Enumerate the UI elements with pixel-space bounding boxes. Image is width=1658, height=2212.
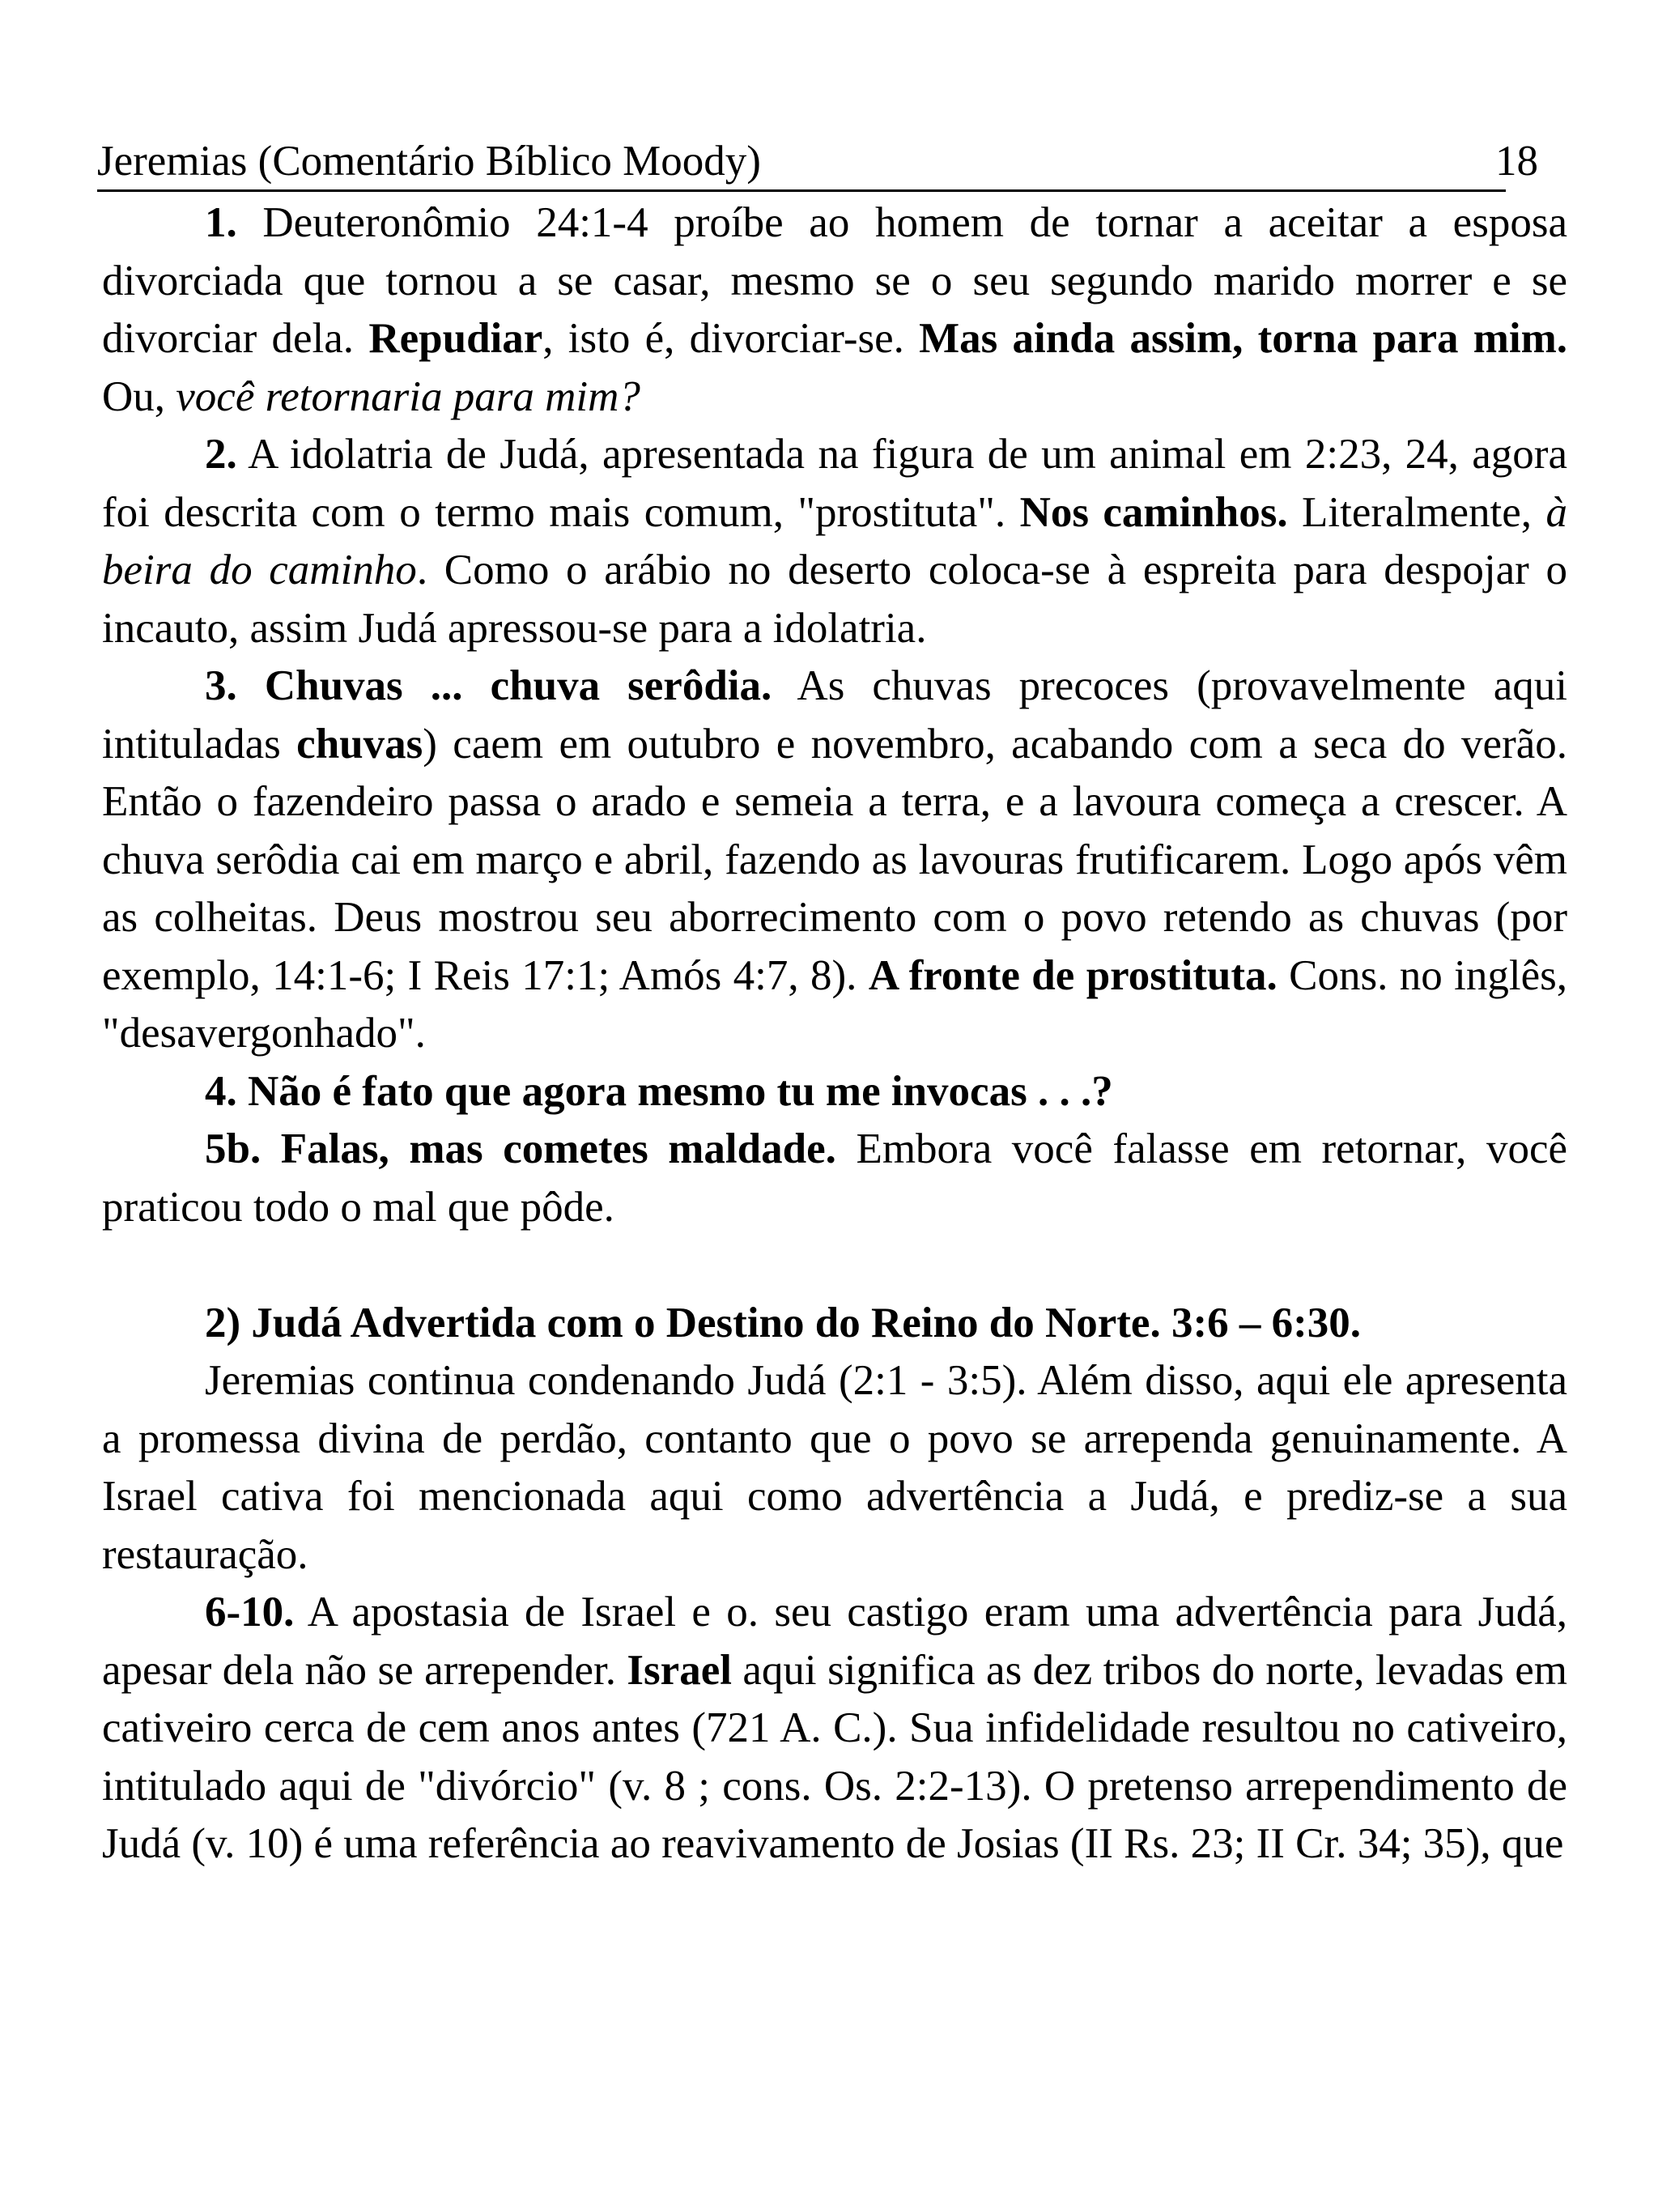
bold-text: 1. <box>205 199 237 246</box>
paragraph <box>102 426 1567 657</box>
paragraph <box>102 1295 1567 1353</box>
paragraph <box>102 1063 1567 1121</box>
text-run: Jeremias continua condenando Judá (2:1 - 3:5). Além disso, aqui ele apresenta a promessa divina de perdão, contanto que o povo se arrependa genuinamente. A Israel cativa foi mencionada aqui como advertência a Judá, e prediz-se a sua restauração. <box>102 1357 1567 1578</box>
text-run: A apostasia de Israel e o. seu castigo eram uma advertência para Judá, apesar dela não se arrepender. <box>102 1589 1567 1694</box>
text-run: , isto é, divorciar-se. <box>542 315 920 362</box>
paragraph <box>102 194 1567 426</box>
bold-text: 5b. Falas, mas cometes maldade. <box>205 1125 836 1172</box>
paragraph <box>102 1121 1567 1236</box>
bold-text: 2. <box>205 431 237 478</box>
page-header <box>97 133 1538 192</box>
paragraph <box>102 657 1567 1063</box>
blank-line <box>102 1236 1567 1295</box>
text-run: Ou, <box>102 372 176 420</box>
bold-text: 4. Não é fato que agora mesmo tu me invocas . . .? <box>205 1067 1113 1115</box>
bold-text: 6-10. <box>205 1589 295 1636</box>
body-text <box>102 194 1567 1874</box>
text-run: . Como o arábio no deserto coloca-se à espreita para despojar o incauto, assim Judá apressou-se para a idolatria. <box>102 547 1567 652</box>
text-run: Cons. no inglês, "desavergonhado". <box>102 951 1567 1057</box>
text-run: Deuteronômio 24:1-4 proíbe ao homem de tornar a aceitar a esposa divorciada que tornou a se casar, mesmo se o seu segundo marido morrer e se divorciar dela. <box>102 199 1567 362</box>
bold-text: Israel <box>627 1646 732 1694</box>
header-title: Jeremias (Comentário Bíblico Moody) <box>97 138 761 185</box>
bold-text: Mas ainda assim, torna para mim. <box>919 315 1567 362</box>
bold-text: Nos caminhos. <box>1019 488 1288 536</box>
text-run: aqui significa as dez tribos do norte, levadas em cativeiro cerca de cem anos antes (721 A. C.). Sua infidelidade resultou no cativeiro, intitulado aqui de "divórcio" (v. 8 ; cons. Os. 2:2-13). O pretenso arrependimento de Judá (v. 10) é uma referência ao reavivamento de Josias (II Rs. 23; II Cr. 34; 35), que <box>102 1646 1567 1867</box>
page-number: 18 <box>1495 138 1538 185</box>
text-run: Literalmente, <box>1287 488 1546 536</box>
bold-text: A fronte de prostituta. <box>868 951 1278 999</box>
italic-text: você retornaria para mim? <box>176 372 640 420</box>
bold-text: chuvas <box>296 720 423 768</box>
paragraph <box>102 1352 1567 1584</box>
bold-text: Repudiar <box>368 315 543 362</box>
italic-text: à beira do caminho <box>102 488 1567 593</box>
bold-text: 3. Chuvas ... chuva serôdia. <box>205 662 772 709</box>
text-run: ) caem em outubro e novembro, acabando com a seca do verão. Então o fazendeiro passa o arado e semeia a terra, e a lavoura começa a crescer. A chuva serôdia cai em março e abril, fazendo as lavouras frutificarem. Logo após vêm as colheitas. Deus mostrou seu aborrecimento com o povo retendo as chuvas (por exemplo, 14:1-6; I Reis 17:1; Amós 4:7, 8). <box>102 720 1567 999</box>
text-run: Embora você falasse em retornar, você praticou todo o mal que pôde. <box>102 1125 1567 1231</box>
text-run: A idolatria de Judá, apresentada na figura de um animal em 2:23, 24, agora foi descrita com o termo mais comum, "prostituta". <box>102 431 1567 536</box>
paragraph <box>102 1584 1567 1874</box>
bold-text: 2) Judá Advertida com o Destino do Reino do Norte. 3:6 – 6:30. <box>205 1299 1361 1346</box>
text-run: As chuvas precoces (provavelmente aqui intituladas <box>102 662 1567 768</box>
